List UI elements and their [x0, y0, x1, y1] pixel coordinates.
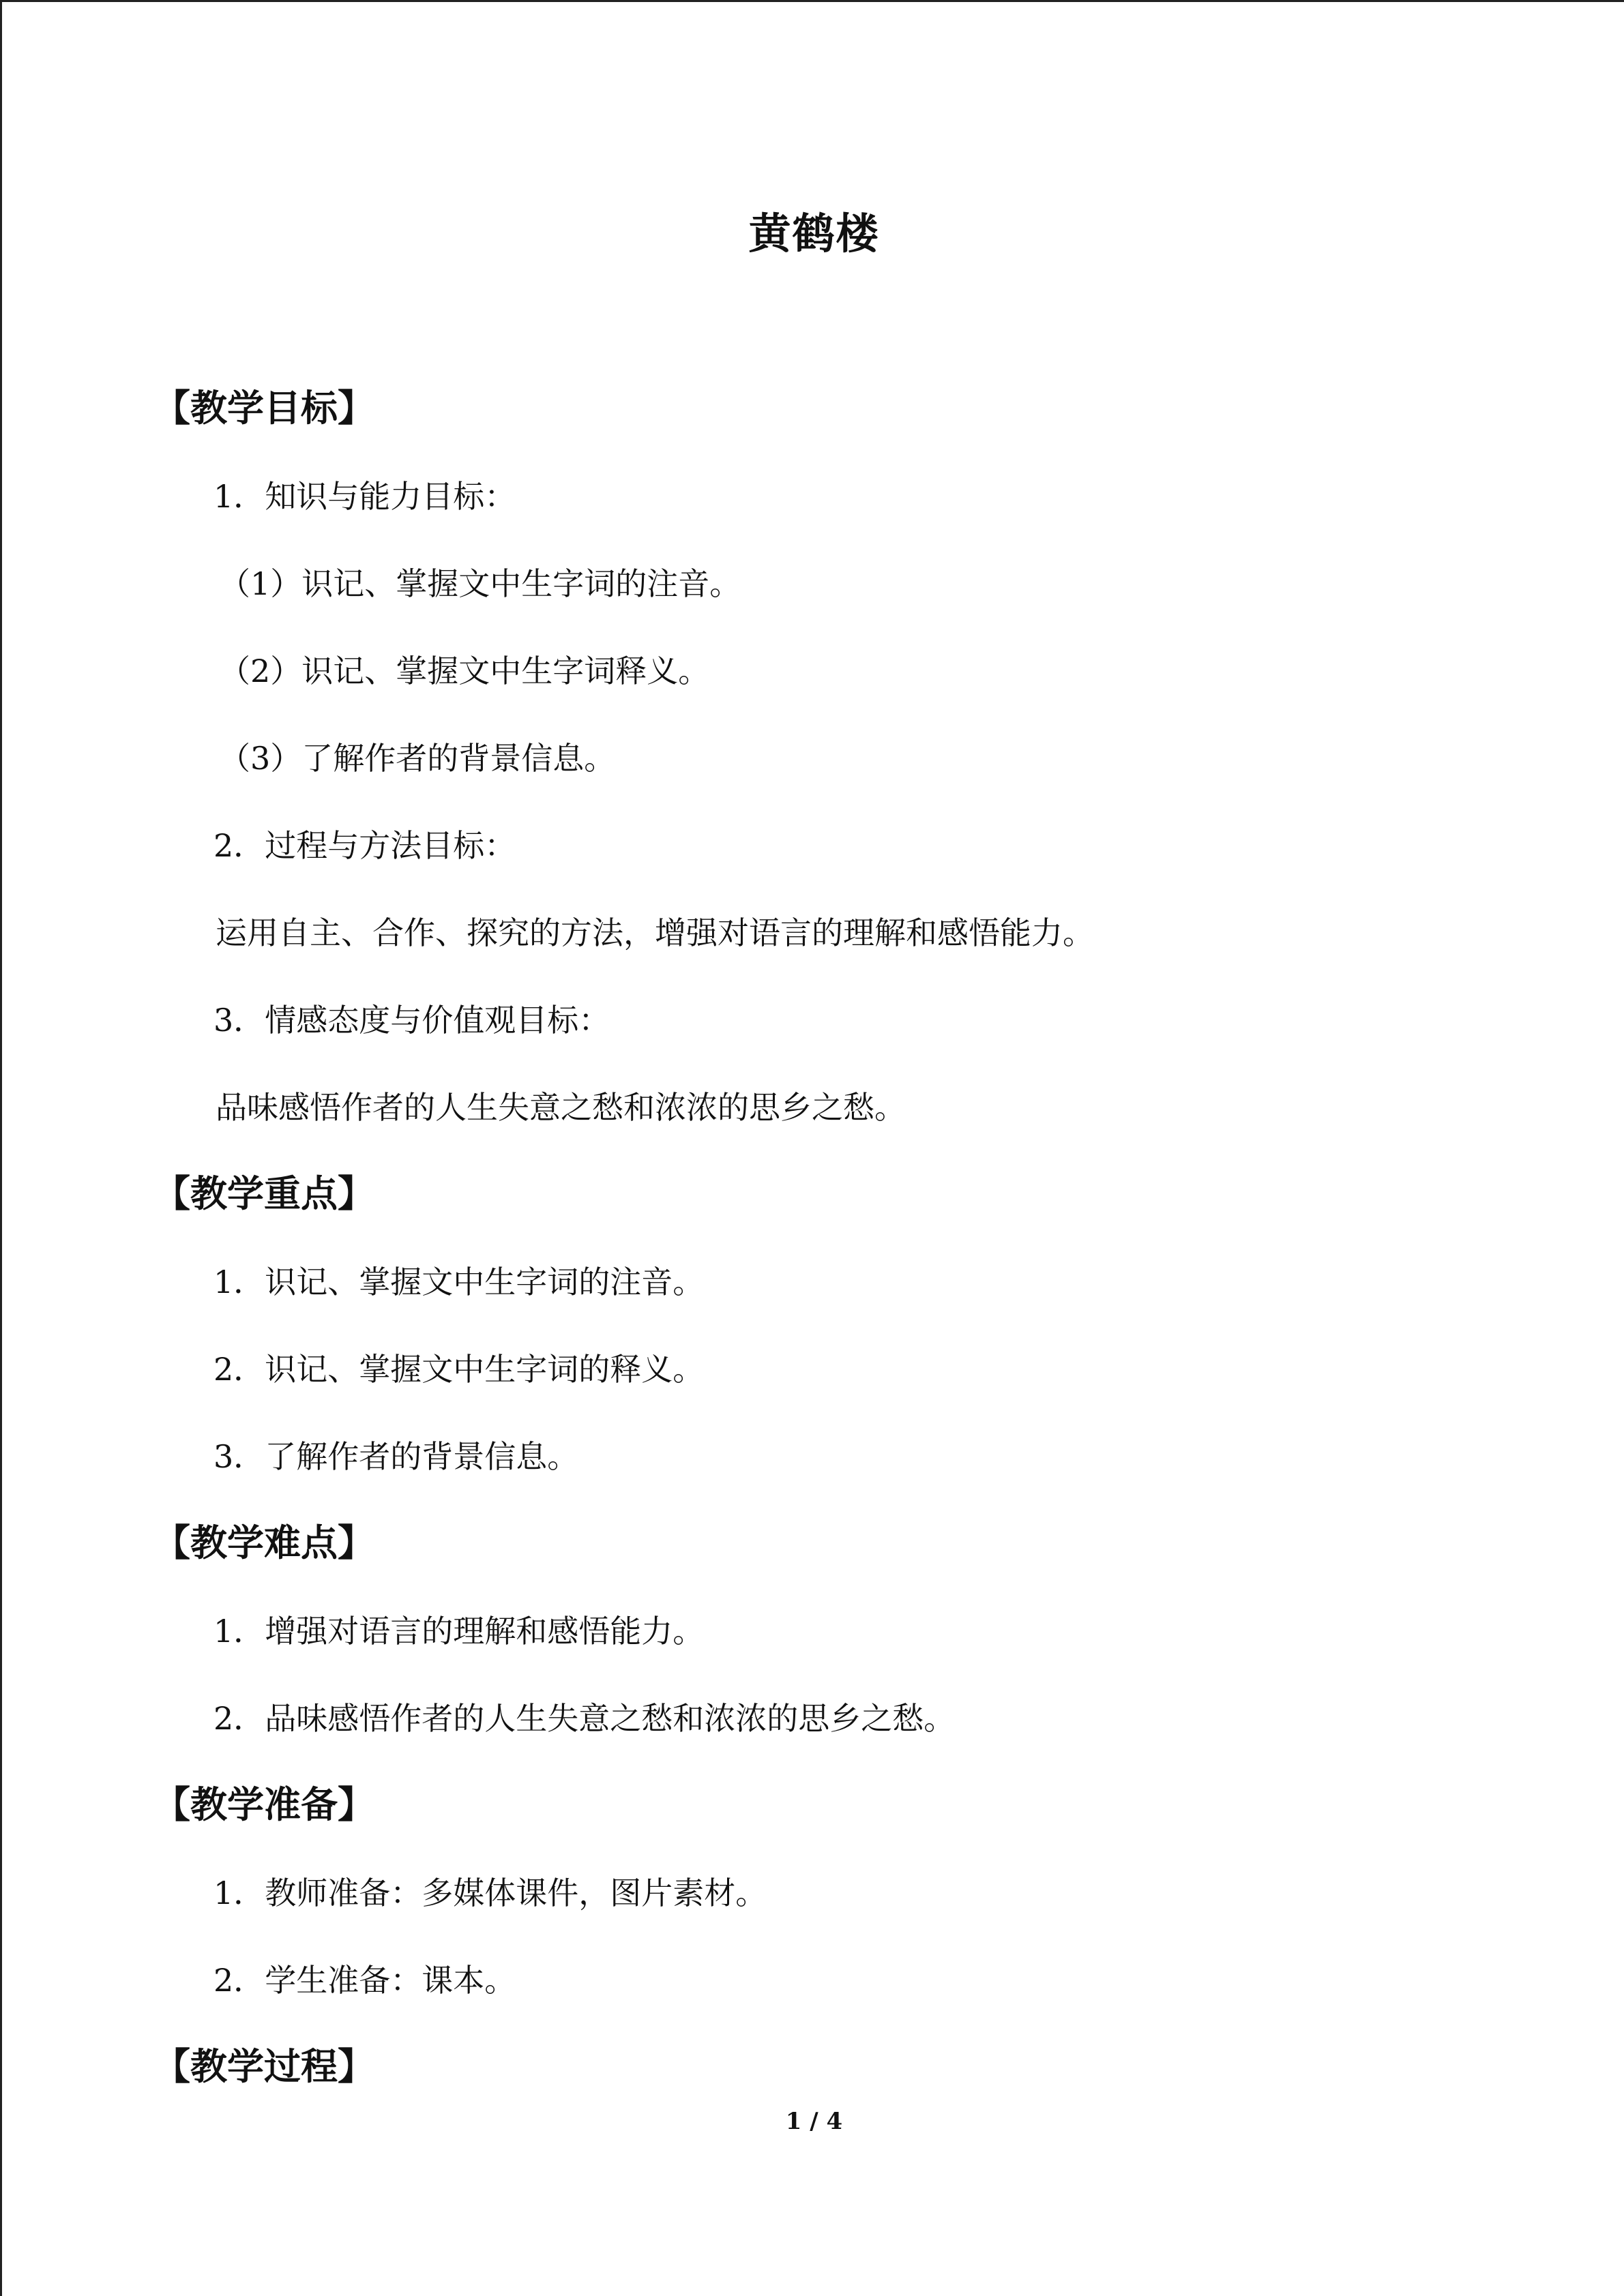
- key-points-line-2: 2．识记、掌握文中生字词的释义。: [213, 1351, 705, 1388]
- key-points-line-3: 3．了解作者的背景信息。: [213, 1438, 579, 1475]
- objectives-line-3: （2）识记、掌握文中生字词释义。: [219, 653, 710, 689]
- document-title: 黄鹤楼: [748, 209, 880, 258]
- key-points-line-1: 1．识记、掌握文中生字词的注音。: [213, 1264, 705, 1300]
- page-number: 1 / 4: [785, 2108, 843, 2135]
- objectives-line-5: 2．过程与方法目标：: [213, 827, 516, 864]
- difficulties-line-1: 1．增强对语言的理解和感悟能力。: [213, 1613, 705, 1650]
- heading-process: 【教学过程】: [153, 2044, 374, 2088]
- heading-difficulties: 【教学难点】: [153, 1521, 374, 1564]
- preparation-line-2: 2．学生准备：课本。: [213, 1962, 516, 1999]
- objectives-line-4: （3）了解作者的背景信息。: [219, 740, 616, 777]
- heading-key-points: 【教学重点】: [153, 1172, 374, 1215]
- preparation-line-1: 1．教师准备：多媒体课件，图片素材。: [213, 1875, 767, 1911]
- difficulties-line-2: 2．品味感悟作者的人生失意之愁和浓浓的思乡之愁。: [213, 1700, 956, 1737]
- objectives-line-6: 运用自主、合作、探究的方法，增强对语言的理解和感悟能力。: [216, 914, 1094, 951]
- objectives-line-1: 1．知识与能力目标：: [213, 478, 516, 515]
- objectives-line-7: 3．情感态度与价值观目标：: [213, 1002, 610, 1039]
- objectives-line-2: （1）识记、掌握文中生字词的注音。: [219, 565, 741, 602]
- heading-preparation: 【教学准备】: [153, 1783, 374, 1826]
- objectives-line-8: 品味感悟作者的人生失意之愁和浓浓的思乡之愁。: [216, 1089, 906, 1126]
- heading-objectives: 【教学目标】: [153, 386, 374, 430]
